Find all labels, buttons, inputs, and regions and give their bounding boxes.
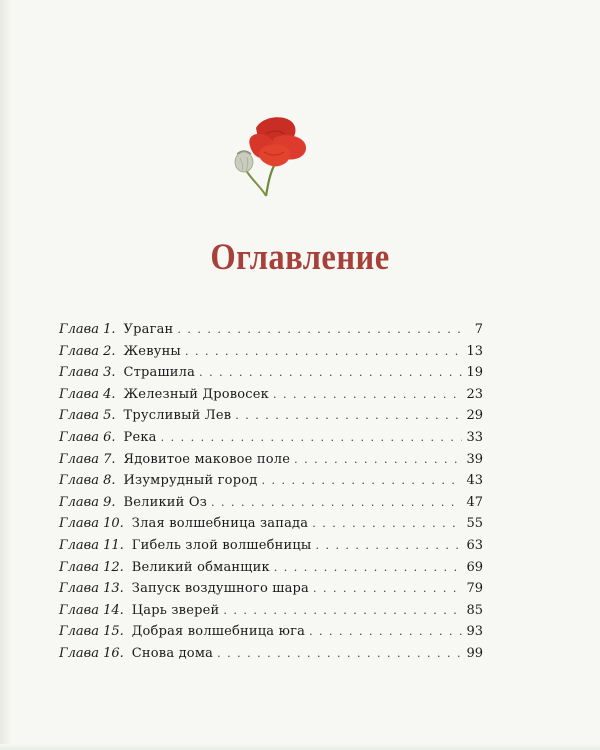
page-number: 23 bbox=[466, 386, 483, 402]
dot-leader bbox=[312, 517, 462, 530]
dot-leader bbox=[294, 453, 462, 466]
page-bottom-shadow bbox=[0, 744, 600, 750]
dot-leader bbox=[177, 323, 463, 336]
chapter-title: Ураган bbox=[123, 322, 174, 337]
page-number: 79 bbox=[466, 581, 483, 597]
chapter-title: Снова дома bbox=[131, 645, 214, 661]
dot-leader bbox=[199, 366, 462, 379]
toc-entry[interactable] bbox=[59, 560, 483, 582]
toc-entry[interactable] bbox=[59, 646, 483, 668]
pod-stem bbox=[246, 170, 266, 196]
seed-pod bbox=[235, 152, 253, 172]
toc-entry[interactable] bbox=[59, 365, 483, 387]
chapter-title: Запуск воздушного шара bbox=[131, 581, 310, 597]
page-edge-shadow bbox=[0, 0, 12, 750]
dot-leader bbox=[161, 431, 463, 444]
chapter-title: Страшила bbox=[123, 365, 196, 381]
chapter-title: Великий обманщик bbox=[131, 559, 270, 575]
toc-entry[interactable] bbox=[59, 538, 483, 560]
poppy-flower-icon bbox=[226, 112, 316, 202]
dot-leader bbox=[309, 625, 462, 638]
toc-entry[interactable] bbox=[59, 603, 483, 625]
chapter-title: Злая волшебница запада bbox=[131, 516, 309, 532]
toc-entry[interactable] bbox=[59, 322, 483, 344]
page-number: 47 bbox=[466, 494, 483, 510]
chapter-label: Глава 1. bbox=[59, 322, 116, 337]
page-number: 33 bbox=[466, 429, 483, 445]
page-number: 55 bbox=[466, 516, 483, 532]
page-number: 13 bbox=[466, 343, 483, 359]
dot-leader bbox=[315, 539, 462, 552]
page-number: 63 bbox=[466, 537, 483, 553]
chapter-label: Глава 13. bbox=[59, 581, 124, 597]
chapter-label: Глава 15. bbox=[59, 624, 124, 640]
dot-leader bbox=[185, 345, 462, 358]
chapter-label: Глава 7. bbox=[59, 451, 116, 467]
chapter-label: Глава 5. bbox=[59, 408, 116, 424]
chapter-label: Глава 9. bbox=[59, 494, 116, 510]
dot-leader bbox=[313, 582, 462, 595]
table-of-contents bbox=[59, 322, 483, 668]
toc-entry[interactable] bbox=[59, 344, 483, 366]
dot-leader bbox=[274, 561, 463, 574]
chapter-title: Добрая волшебница юга bbox=[131, 624, 306, 640]
toc-entry[interactable] bbox=[59, 516, 483, 538]
chapter-title: Ядовитое маковое поле bbox=[123, 451, 291, 467]
dot-leader bbox=[235, 409, 462, 422]
page-title: Оглавление bbox=[210, 237, 390, 278]
page-number: 93 bbox=[466, 624, 483, 640]
toc-entry[interactable] bbox=[59, 473, 483, 495]
page-number: 7 bbox=[474, 322, 483, 337]
toc-entry[interactable] bbox=[59, 387, 483, 409]
chapter-label: Глава 12. bbox=[59, 559, 124, 575]
chapter-label: Глава 8. bbox=[59, 473, 116, 489]
chapter-label: Глава 2. bbox=[59, 343, 116, 359]
dot-leader bbox=[261, 474, 462, 487]
chapter-title: Изумрудный город bbox=[123, 473, 258, 489]
page-number: 29 bbox=[466, 408, 483, 424]
toc-entry[interactable] bbox=[59, 430, 483, 452]
chapter-title: Великий Оз bbox=[123, 494, 208, 510]
page-number: 39 bbox=[466, 451, 483, 467]
chapter-title: Трусливый Лев bbox=[123, 408, 232, 424]
chapter-title: Гибель злой волшебницы bbox=[131, 537, 312, 553]
dot-leader bbox=[217, 647, 462, 660]
chapter-label: Глава 6. bbox=[59, 429, 116, 445]
toc-entry[interactable] bbox=[59, 452, 483, 474]
chapter-title: Жевуны bbox=[123, 343, 181, 359]
chapter-label: Глава 3. bbox=[59, 365, 116, 381]
dot-leader bbox=[223, 604, 462, 617]
poppy-stem bbox=[266, 162, 276, 196]
dot-leader bbox=[273, 388, 462, 401]
chapter-title: Река bbox=[123, 429, 157, 445]
page-number: 19 bbox=[466, 365, 483, 381]
toc-entry[interactable] bbox=[59, 581, 483, 603]
chapter-label: Глава 16. bbox=[59, 645, 124, 661]
toc-entry[interactable] bbox=[59, 624, 483, 646]
chapter-label: Глава 14. bbox=[59, 602, 124, 618]
page-number: 69 bbox=[466, 559, 483, 575]
chapter-label: Глава 10. bbox=[59, 516, 124, 532]
page-number: 99 bbox=[466, 645, 483, 661]
dot-leader bbox=[211, 496, 462, 509]
toc-entry[interactable] bbox=[59, 408, 483, 430]
chapter-title: Царь зверей bbox=[131, 602, 220, 618]
chapter-title: Железный Дровосек bbox=[123, 386, 270, 402]
chapter-label: Глава 4. bbox=[59, 386, 116, 402]
chapter-label: Глава 11. bbox=[59, 537, 124, 553]
toc-entry[interactable] bbox=[59, 495, 483, 517]
page-number: 43 bbox=[466, 473, 483, 489]
page-number: 85 bbox=[466, 602, 483, 618]
